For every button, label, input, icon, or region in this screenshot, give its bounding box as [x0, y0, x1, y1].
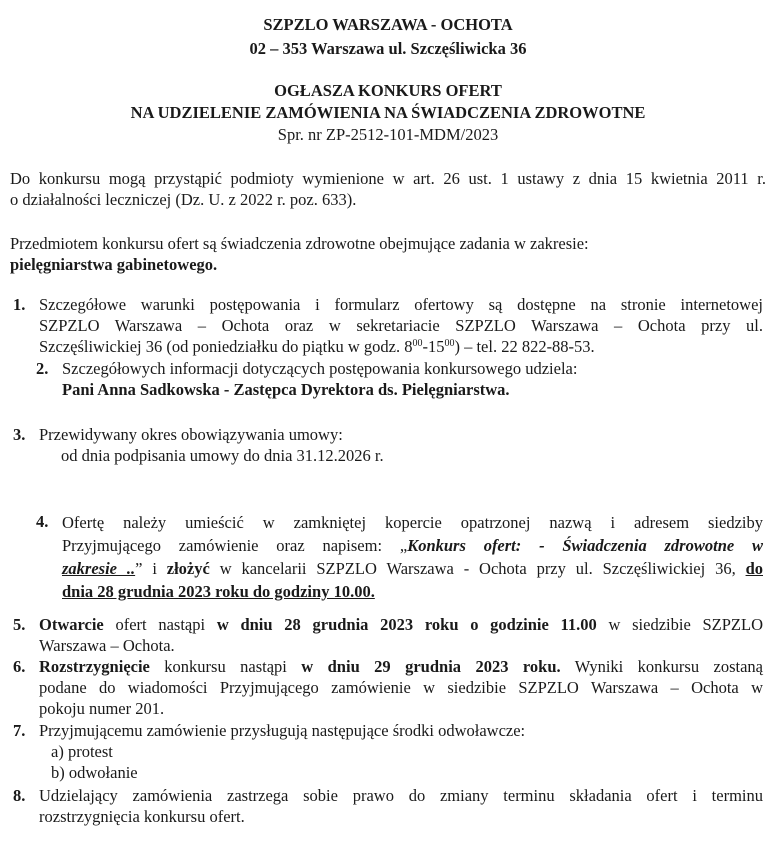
item-7-number: 7. [13, 721, 26, 740]
item-5-date: w dniu 28 grudnia 2023 roku o godzinie 11.00 [216, 615, 597, 634]
subject-paragraph [10, 233, 766, 275]
reference-number: Spr. nr ZP-2512-101-MDM/2023 [277, 125, 499, 144]
org-address: 02 – 353 Warszawa ul. Szczęśliwicka 36 [249, 39, 527, 58]
item-1-number: 1. [13, 295, 26, 314]
subject-line-2: pielęgniarstwa gabinetowego. [10, 255, 218, 274]
item-4-line-1: Ofertę należy umieścić w zamkniętej kopercie opatrzonej nazwą i adresem siedziby [62, 513, 763, 532]
item-2-text [62, 358, 762, 400]
item-7-option-appeal: b) odwołanie [51, 763, 138, 782]
item-4-quote-end: ” i [135, 559, 167, 578]
item-5-number: 5. [13, 615, 26, 634]
item-6-line-2: podane do wiadomości Przyjmującego zamówienie w siedzibie SZPZLO Warszawa – Ochota w [39, 678, 763, 697]
item-1-hours-start: Szczęśliwickiej 36 (od poniedziałku do piątku w godz. 8 [39, 337, 413, 356]
item-4-office-location: w kancelarii SZPZLO Warszawa - Ochota przy ul. Szczęśliwickiej 36, [209, 559, 746, 578]
item-2-number: 2. [36, 359, 49, 378]
item-4-submit-word: złożyć [166, 559, 210, 578]
item-3-number: 3. [13, 425, 26, 444]
subject-line-1: Przedmiotem konkursu ofert są świadczenia zdrowotne obejmujące zadania w zakresie: [10, 234, 589, 253]
item-4-number: 4. [36, 512, 49, 531]
item-1-line-2: SZPZLO Warszawa – Ochota oraz w sekretariacie SZPZLO Warszawa – Ochota przy ul. [39, 316, 763, 335]
item-4-envelope-label-end: zakresie .. [62, 559, 136, 578]
item-1-sup-1: 00 [412, 338, 423, 349]
item-6-line-3: pokoju numer 201. [39, 699, 165, 718]
item-4-deadline: dnia 28 grudnia 2023 roku do godziny 10.00. [62, 582, 375, 601]
item-3-period: od dnia podpisania umowy do dnia 31.12.2026 r. [61, 446, 384, 465]
item-6-line-1 [39, 656, 763, 677]
item-7-text [39, 720, 763, 783]
item-3-text [39, 424, 763, 466]
item-6-text [39, 656, 763, 719]
item-1-text [39, 294, 763, 357]
announcement-title: OGŁASZA KONKURS OFERT [274, 81, 502, 100]
item-1-line-1: Szczegółowe warunki postępowania i formularz ofertowy są dostępne na stronie internetowej [39, 295, 763, 314]
item-5-opening: Otwarcie [39, 615, 104, 634]
item-6-date: w dniu 29 grudnia 2023 roku. [301, 657, 561, 676]
item-5-line-1 [39, 614, 763, 635]
org-name: SZPZLO WARSZAWA - OCHOTA [263, 15, 513, 34]
item-6-mid: konkursu nastąpi [149, 657, 302, 676]
item-4-label-text: Przyjmującego zamówienie oraz napisem: „ [62, 536, 408, 555]
item-1-hours-end: -15 [422, 337, 445, 356]
item-6-results: Wyniki konkursu zostaną [560, 657, 763, 676]
item-4-line-3 [62, 557, 763, 580]
item-8-text [39, 785, 763, 827]
item-8-line-1: Udzielający zamówienia zastrzega sobie prawo do zmiany terminu składania ofert i terminu [39, 786, 763, 805]
intro-paragraph [10, 168, 766, 210]
item-7-option-protest: a) protest [51, 742, 113, 761]
item-4-deadline-start: do [745, 559, 763, 578]
item-4-envelope-label: Konkurs ofert: - Świadczenia zdrowotne w [407, 536, 764, 555]
item-4-text [62, 511, 763, 603]
item-8-number: 8. [13, 786, 26, 805]
item-8-line-2: rozstrzygnięcia konkursu ofert. [39, 807, 245, 826]
intro-line-2: o działalności leczniczej (Dz. U. z 2022 r. poz. 633). [10, 190, 357, 209]
item-5-text [39, 614, 763, 656]
item-6-resolution: Rozstrzygnięcie [39, 657, 150, 676]
intro-line-1: Do konkursu mogą przystąpić podmioty wymienione w art. 26 ust. 1 ustawy z dnia 15 kwietnia 2011 r. [10, 169, 766, 188]
item-4-line-2 [62, 534, 763, 557]
item-6-number: 6. [13, 657, 26, 676]
item-1-sup-2: 00 [444, 338, 455, 349]
announcement-subtitle: NA UDZIELENIE ZAMÓWIENIA NA ŚWIADCZENIA ZDROWOTNE [130, 103, 646, 122]
item-5-mid: ofert nastąpi [103, 615, 217, 634]
item-5-line-2: Warszawa – Ochota. [39, 636, 175, 655]
item-1-phone: ) – tel. 22 822-88-53. [454, 337, 595, 356]
item-1-line-3 [39, 336, 763, 357]
item-2-line-1: Szczegółowych informacji dotyczących postępowania konkursowego udziela: [62, 359, 578, 378]
item-2-contact-person: Pani Anna Sadkowska - Zastępca Dyrektora ds. Pielęgniarstwa. [62, 380, 510, 399]
item-7-line-1: Przyjmującemu zamówienie przysługują następujące środki odwoławcze: [39, 721, 526, 740]
item-5-place: w siedzibie SZPZLO [596, 615, 763, 634]
item-3-line-1: Przewidywany okres obowiązywania umowy: [39, 425, 343, 444]
